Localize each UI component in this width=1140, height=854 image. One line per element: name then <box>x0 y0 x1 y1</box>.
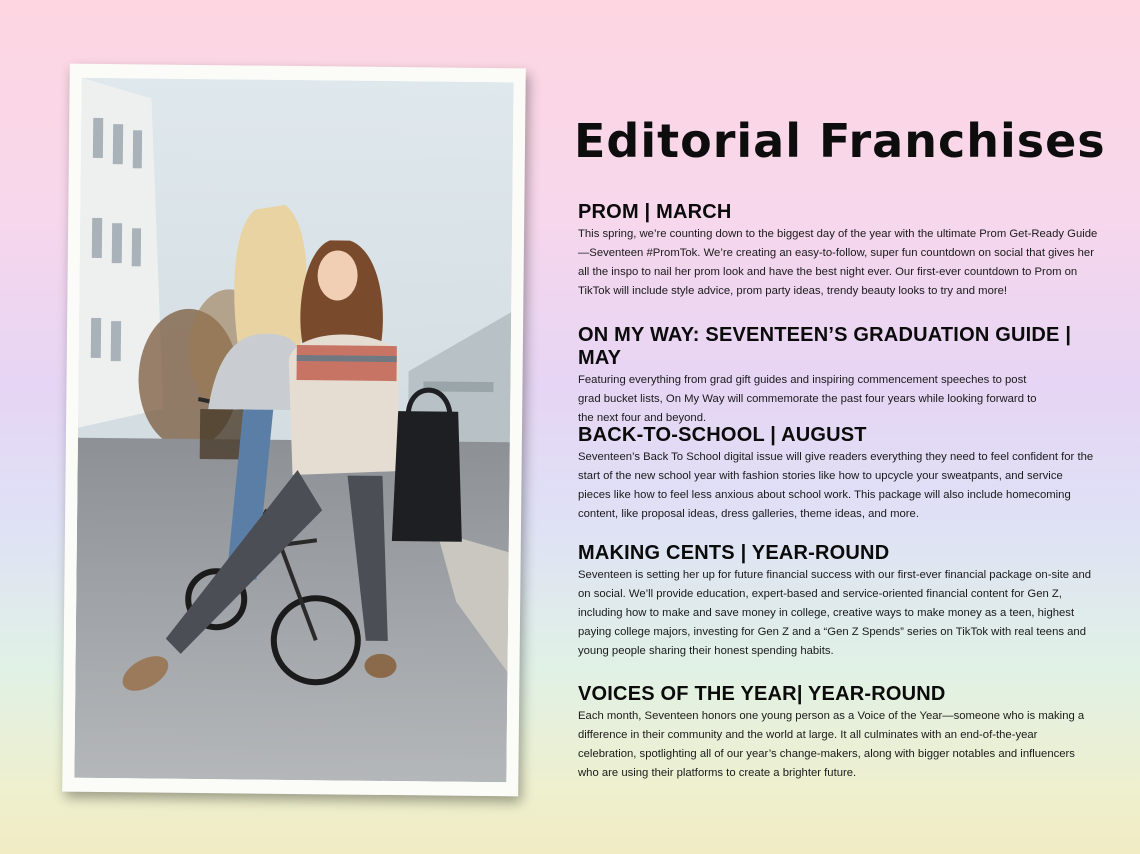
section-voices-of-the-year <box>578 683 1098 783</box>
section-heading: ON MY WAY: SEVENTEEN’S GRADUATION GUIDE | MAY <box>578 324 1072 369</box>
section-heading: BACK-TO-SCHOOL | AUGUST <box>578 424 867 446</box>
section-graduation-guide <box>578 324 1098 428</box>
section-back-to-school <box>578 424 1098 524</box>
section-prom <box>578 201 1098 301</box>
section-making-cents <box>578 542 1098 661</box>
section-heading: PROM | MARCH <box>578 201 732 223</box>
section-body: This spring, we’re counting down to the biggest day of the year with the ultimate Prom Get-Ready Guide—Seventeen #PromTok. We’re creating an easy-to-follow, super fun countdown on social that gives her all the inspo to nail her prom look and have the best night ever. Our first-ever countdown to Prom on TikTok will include style advice, prom party ideas, trendy beauty looks to try and more! <box>578 228 1098 297</box>
section-body: Featuring everything from grad gift guides and inspiring commencement speeches to post grad bucket lists, On My Way will commemorate the past four years while looking forward to the next four and beyond. <box>578 374 1037 424</box>
section-body: Seventeen’s Back To School digital issue will give readers everything they need to feel confident for the start of the new school year with fashion stories like how to upcycle your sweatpants, and service pieces like how to feel less anxious about school work. This package will also include homecoming content, like proposal ideas, dress galleries, theme ideas, and more. <box>578 451 1094 520</box>
photo-two-girls-on-bicycle <box>74 78 513 782</box>
section-body: Each month, Seventeen honors one young person as a Voice of the Year—someone who is making a difference in their community and the world at large. It all culminates with an end-of-the-year celebration, spotlighting all of our year’s change-makers, along with bigger notables and influencers who are using their platforms to create a brighter future. <box>578 710 1085 779</box>
photo-illustration <box>74 78 513 782</box>
section-body: Seventeen is setting her up for future financial success with our first-ever financial package on-site and on social. We’ll provide education, expert-based and service-oriented financial content for Gen Z, including how to make and save money in college, creative ways to make money as a teen, highest paying college majors, investing for Gen Z and a “Gen Z Spends” series on TikTok with real teens and young people sharing their honest spending habits. <box>578 569 1092 657</box>
photo-frame <box>62 64 526 797</box>
page-title: Editorial Franchises <box>574 114 1106 168</box>
section-heading: MAKING CENTS | YEAR-ROUND <box>578 542 890 564</box>
section-heading: VOICES OF THE YEAR| YEAR-ROUND <box>578 683 946 705</box>
